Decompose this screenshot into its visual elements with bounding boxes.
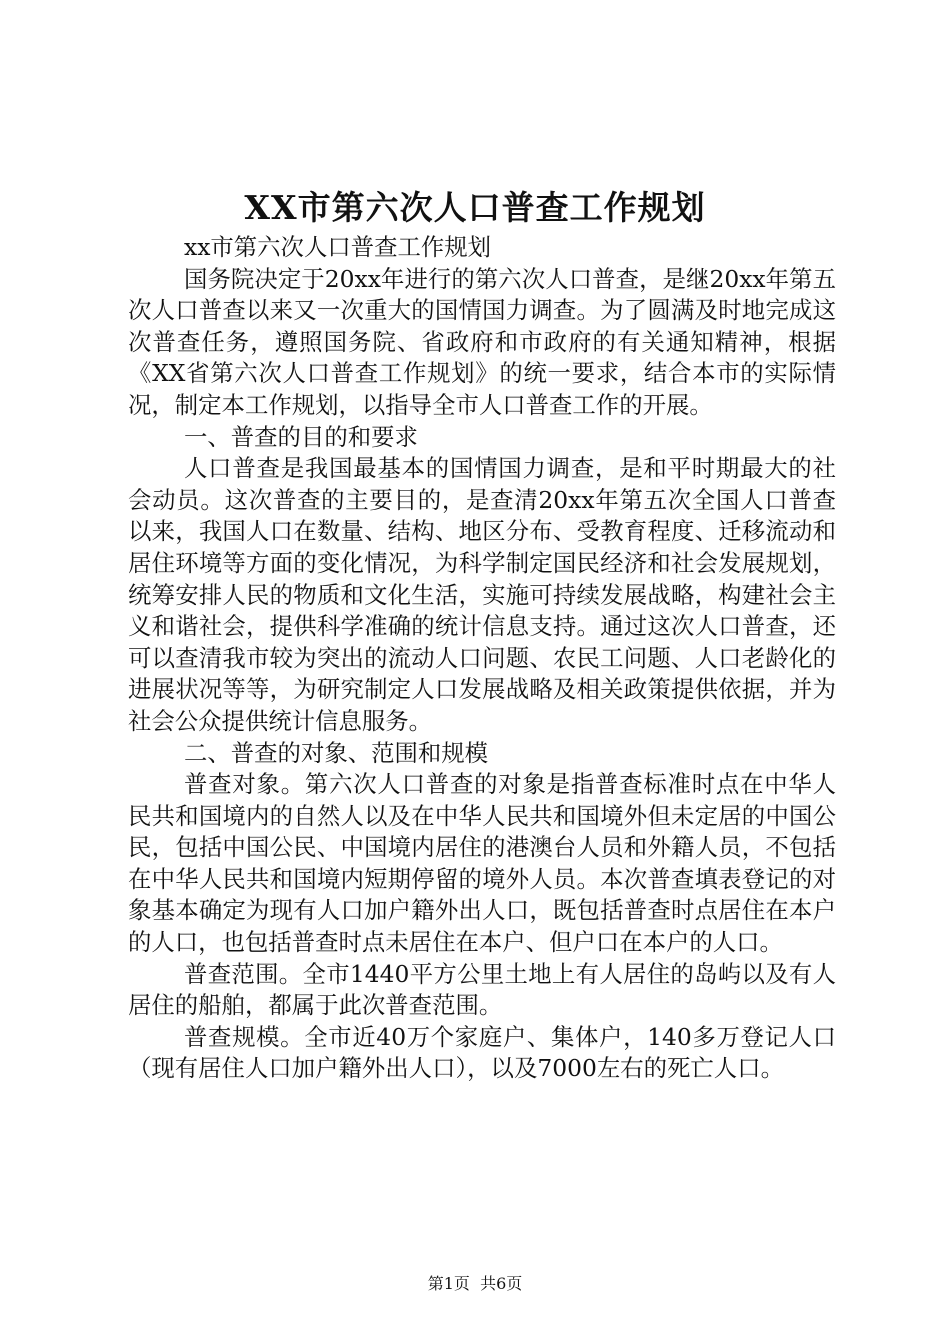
- section-heading-1: 一、普查的目的和要求: [184, 422, 418, 451]
- subtitle-paragraph: xx市第六次人口普查工作规划: [184, 233, 492, 261]
- census-scope-paragraph: 普查范围。全市1440平方公里土地上有人居住的岛屿以及有人居住的船舶，都属于此次普查范围。: [128, 959, 836, 1020]
- page-number: 第1页: [427, 1274, 470, 1293]
- document-body: [128, 232, 836, 1085]
- purpose-paragraph: 人口普查是我国最基本的国情国力调查，是和平时期最大的社会动员。这次普查的主要目的，是查清20xx年第五次全国人口普查以来，我国人口在数量、结构、地区分布、受教育程度、迁移流动和居住环境等方面的变化情况，为科学制定国民经济和社会发展规划，统筹安排人民的物质和文化生活，实施可持续发展战略，构建社会主义和谐社会，提供科学准确的统计信息支持。通过这次人口普查，还可以查清我市较为突出的流动人口问题、农民工问题、人口老龄化的进展状况等等，为研究制定人口发展战略及相关政策提供依据，并为社会公众提供统计信息服务。: [128, 454, 836, 735]
- census-object-paragraph: 普查对象。第六次人口普查的对象是指普查标准时点在中华人民共和国境内的自然人以及在中华人民共和国境外但未定居的中国公民，包括中国公民、中国境内居住的港澳台人员和外籍人员，不包括在中华人民共和国境内短期停留的境外人员。本次普查填表登记的对象基本确定为现有人口加户籍外出人口，既包括普查时点居住在本户的人口，也包括普查时点未居住在本户、但户口在本户的人口。: [128, 770, 836, 957]
- page-footer: [0, 1273, 950, 1295]
- census-scale-paragraph: 普查规模。全市近40万个家庭户、集体户，140多万登记人口（现有居住人口加户籍外出人口），以及7000左右的死亡人口。: [128, 1022, 836, 1083]
- section-heading-2: 二、普查的对象、范围和规模: [184, 738, 489, 767]
- intro-paragraph: 国务院决定于20xx年进行的第六次人口普查，是继20xx年第五次人口普查以来又一次重大的国情国力调查。为了圆满及时地完成这次普查任务，遵照国务院、省政府和市政府的有关通知精神，根据《XX省第六次人口普查工作规划》的统一要求，结合本市的实际情况，制定本工作规划，以指导全市人口普查工作的开展。: [128, 264, 836, 419]
- page-total: 共6页: [480, 1274, 523, 1293]
- document-title: XX市第六次人口普查工作规划: [244, 188, 706, 227]
